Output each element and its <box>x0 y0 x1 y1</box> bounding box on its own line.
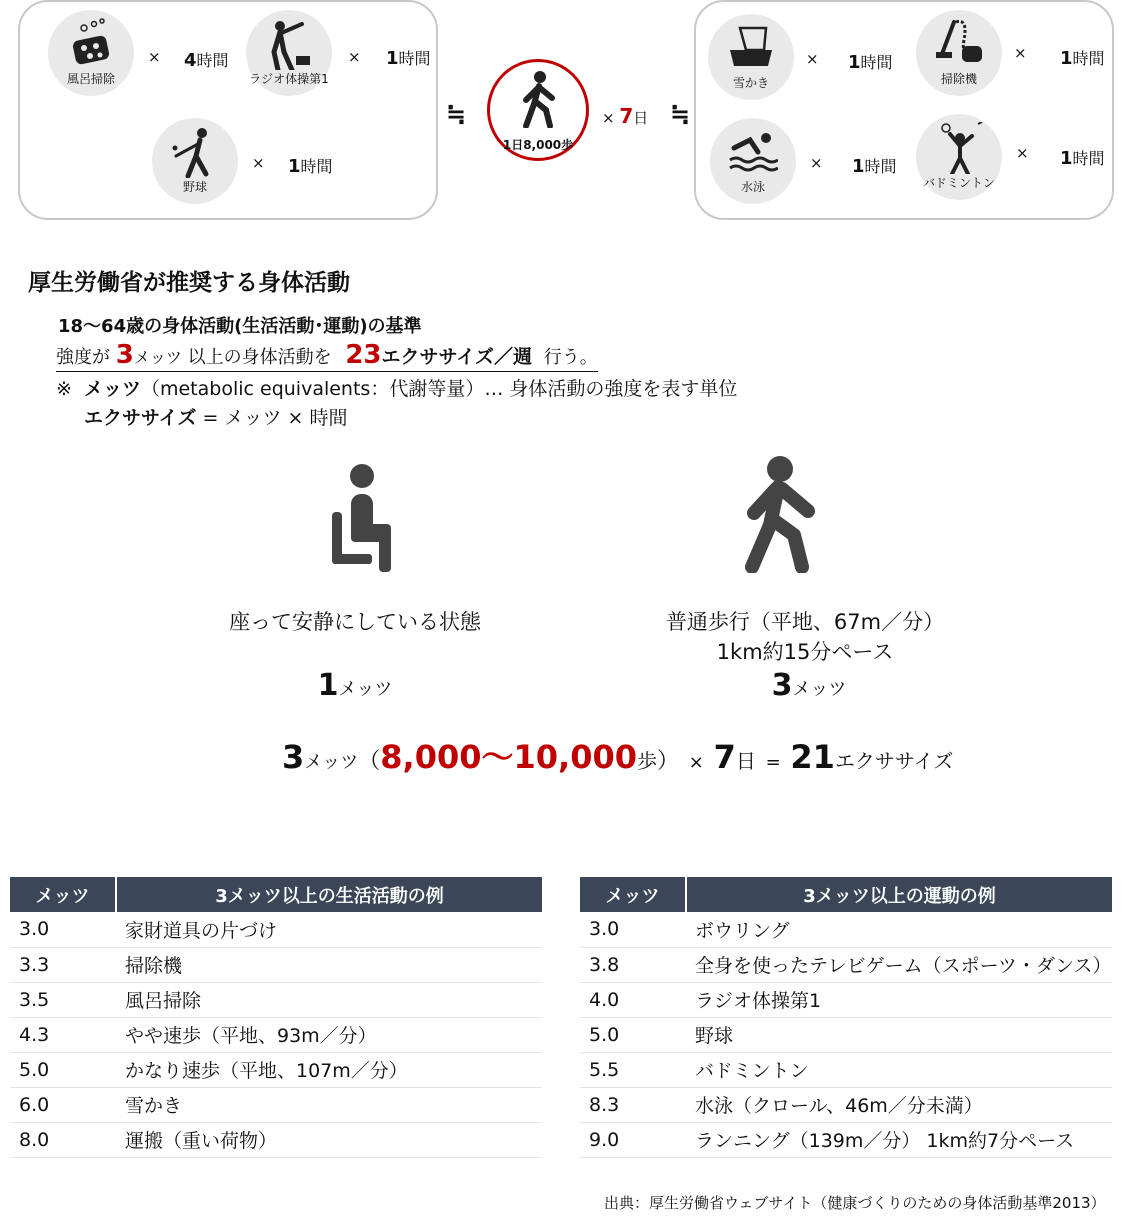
approx-sign-right: ≒ <box>670 100 691 128</box>
mets-cell: 8.0 <box>10 1122 116 1157</box>
table-row <box>10 912 542 947</box>
mets-note: ※ メッツ（metabolic equivalents：代謝等量）… 身体活動の強度を表す単位 <box>56 378 738 400</box>
table-header: メッツ <box>580 877 686 912</box>
duration: 1時間 <box>1060 148 1105 169</box>
table-row <box>580 1052 1112 1087</box>
times-sign: × <box>252 154 265 172</box>
sitting-person-icon <box>332 462 392 572</box>
sitting-mets: 1メッツ <box>317 668 393 703</box>
mets-cell: 3.8 <box>580 947 686 982</box>
activity-cell: 運搬（重い荷物） <box>116 1122 542 1157</box>
activity-label: バドミントン <box>923 176 995 190</box>
activity-bath-cleaning <box>48 10 134 96</box>
activity-baseball <box>152 118 238 204</box>
activity-label: 掃除機 <box>940 72 977 86</box>
activity-cell: かなり速歩（平地、107m／分） <box>116 1052 542 1087</box>
mets-cell: 3.3 <box>10 947 116 982</box>
times-sign: × <box>806 50 819 68</box>
activity-label: 雪かき <box>732 76 769 90</box>
daily-steps-circle <box>487 59 589 161</box>
table-row <box>10 947 542 982</box>
activity-cell: ラジオ体操第1 <box>686 982 1112 1017</box>
mets-cell: 9.0 <box>580 1122 686 1157</box>
activity-cell: やや速歩（平地、93m／分） <box>116 1017 542 1052</box>
table-row <box>580 1017 1112 1052</box>
activity-label: 野球 <box>182 180 207 194</box>
duration: 1時間 <box>1060 48 1105 69</box>
table-row <box>580 912 1112 947</box>
table-row <box>580 1087 1112 1122</box>
sponge-icon <box>66 18 116 70</box>
swimming-icon <box>728 126 778 178</box>
activity-cell: 風呂掃除 <box>116 982 542 1017</box>
table-header: 3メッツ以上の生活活動の例 <box>116 877 542 912</box>
source-citation: 出典：厚生労働省ウェブサイト（健康づくりのための身体活動基準2013） <box>604 1194 1106 1212</box>
table-row <box>580 1122 1112 1157</box>
mets-cell: 8.3 <box>580 1087 686 1122</box>
mets-cell: 3.0 <box>580 912 686 947</box>
right-activity-panel <box>694 0 1114 220</box>
mets-cell: 4.3 <box>10 1017 116 1052</box>
activity-swimming <box>710 118 796 204</box>
activity-radio-exercise <box>246 10 332 96</box>
walking-mets: 3メッツ <box>771 668 847 703</box>
mets-cell: 5.0 <box>580 1017 686 1052</box>
times-sign: × <box>1014 44 1027 62</box>
duration: 1時間 <box>848 52 893 73</box>
left-activity-panel <box>18 0 438 220</box>
days-multiplier: × 7日 <box>602 104 649 128</box>
activity-label: ラジオ体操第1 <box>249 72 329 86</box>
table-row <box>10 1052 542 1087</box>
weekly-exercise-formula: 3メッツ（8,000～10,000歩） × 7日 = 21エクササイズ <box>282 738 954 776</box>
mets-cell: 3.0 <box>10 912 116 947</box>
times-sign: × <box>1016 144 1029 162</box>
mets-cell: 4.0 <box>580 982 686 1017</box>
badminton-icon <box>934 122 984 174</box>
vacuum-icon <box>934 18 984 70</box>
activity-cell: 野球 <box>686 1017 1112 1052</box>
standard-title: 18～64歳の身体活動(生活活動･運動)の基準 <box>58 316 422 337</box>
duration: 1時間 <box>386 48 431 69</box>
activity-vacuuming <box>916 10 1002 96</box>
walking-person-icon <box>738 455 820 573</box>
mets-cell: 3.5 <box>10 982 116 1017</box>
approx-sign-left: ≒ <box>446 100 467 128</box>
activity-cell: バドミントン <box>686 1052 1112 1087</box>
activity-cell: ランニング（139m／分） 1km約7分ペース <box>686 1122 1112 1157</box>
activity-cell: 家財道具の片づけ <box>116 912 542 947</box>
baseball-icon <box>170 126 220 178</box>
page-title: 厚生労働省が推奨する身体活動 <box>28 270 350 296</box>
walking-pace: 1km約15分ペース <box>716 640 894 664</box>
activity-label: 風呂掃除 <box>66 72 115 86</box>
table-header: メッツ <box>10 877 116 912</box>
exercise-definition: エクササイズ = メッツ × 時間 <box>84 407 348 429</box>
table-row <box>580 947 1112 982</box>
activity-cell: 全身を使ったテレビゲーム（スポーツ・ダンス） <box>686 947 1112 982</box>
table-header: 3メッツ以上の運動の例 <box>686 877 1112 912</box>
times-sign: × <box>348 48 361 66</box>
activity-cell: 雪かき <box>116 1087 542 1122</box>
walking-caption: 普通歩行（平地、67m／分） <box>665 610 945 634</box>
walking-icon <box>516 70 562 128</box>
mets-cell: 6.0 <box>10 1087 116 1122</box>
activity-cell: 水泳（クロール、46m／分未満） <box>686 1087 1112 1122</box>
table-row <box>10 982 542 1017</box>
activity-cell: 掃除機 <box>116 947 542 982</box>
times-sign: × <box>810 154 823 172</box>
activity-cell: ボウリング <box>686 912 1112 947</box>
activity-badminton <box>916 114 1002 200</box>
steps-label: 1日8,000歩 <box>502 138 574 152</box>
duration: 4時間 <box>184 50 229 71</box>
duration: 1時間 <box>852 156 897 177</box>
activity-label: 水泳 <box>740 180 765 194</box>
standard-statement: 強度が 3メッツ 以上の身体活動を 23エクササイズ／週 行う。 <box>56 340 598 370</box>
life-activity-table <box>10 877 542 1158</box>
exercise-icon <box>264 18 314 70</box>
mets-cell: 5.0 <box>10 1052 116 1087</box>
table-row <box>10 1087 542 1122</box>
snow-shovel-icon <box>726 22 776 74</box>
sitting-caption: 座って安静にしている状態 <box>229 610 481 634</box>
sport-activity-table <box>580 877 1112 1158</box>
table-row <box>10 1122 542 1157</box>
mets-cell: 5.5 <box>580 1052 686 1087</box>
activity-snow-shoveling <box>708 14 794 100</box>
table-row <box>10 1017 542 1052</box>
duration: 1時間 <box>288 156 333 177</box>
table-row <box>580 982 1112 1017</box>
times-sign: × <box>148 48 161 66</box>
